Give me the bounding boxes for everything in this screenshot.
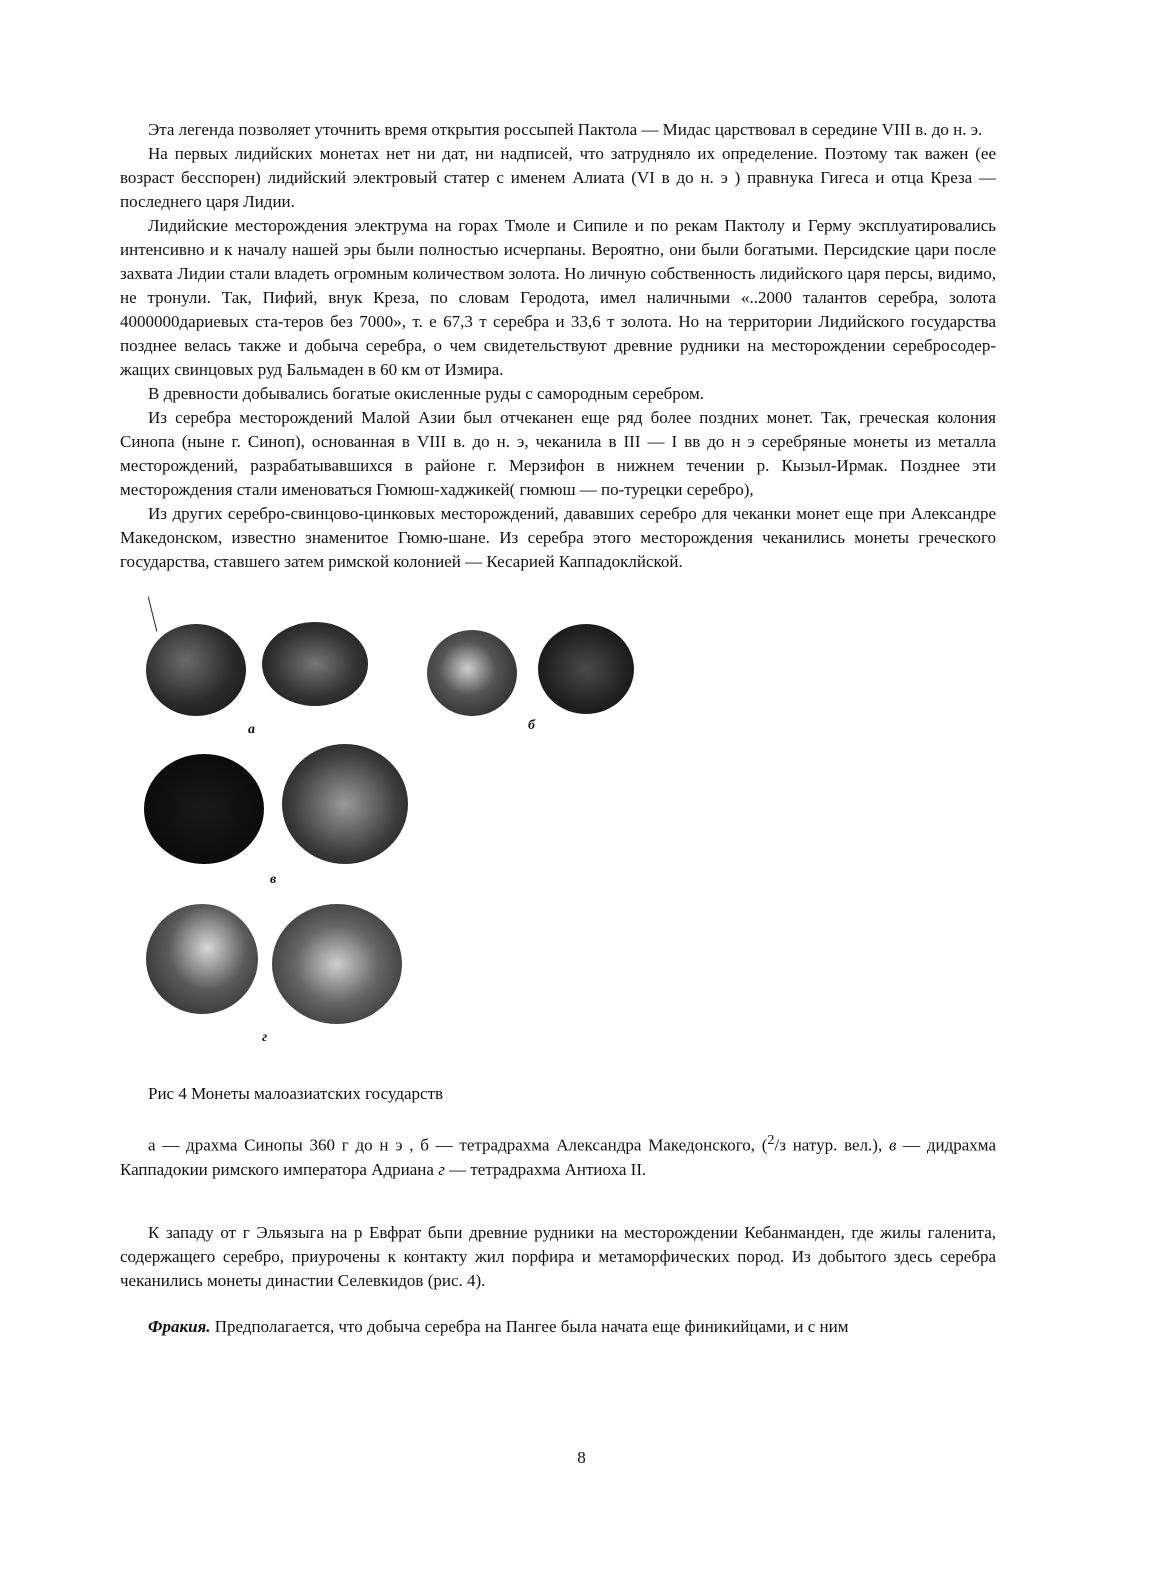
legend-text-4: — тетрадрахма Антиоха II. (444, 1159, 647, 1179)
legend-v: в (888, 1135, 897, 1155)
legend-g: г (438, 1159, 445, 1179)
coin-g-reverse (272, 904, 402, 1024)
paragraph-thrace (120, 1315, 996, 1339)
paragraph-kebanmanden: К западу от г Эльязыга на р Евфрат бьпи древние рудники на месторождении Кебанманден, где жилы галенита, содержащего серебро, приурочены к контакту жил порфира и метаморфических пород. Из добытого здесь серебра чеканились монеты династии Селевкидов (рис. 4). (120, 1222, 996, 1290)
coin-b-obverse (427, 630, 517, 716)
coin-v-obverse (144, 754, 264, 864)
figure-legend (120, 1128, 996, 1182)
figure-label-g: г (262, 1030, 268, 1045)
coin-a-reverse (262, 622, 368, 706)
figure-label-a: а (248, 722, 255, 737)
page-body (120, 118, 996, 1339)
paragraph-1: Эта легенда позволяет уточнить время открытия россыпей Пактола — Мидас царствовал в середине VIII в. до н. э. (148, 120, 983, 139)
paragraph-4: В древности добывались богатые окисленные руды с самородным серебром. (148, 384, 704, 403)
page-number: 8 (577, 1448, 586, 1467)
legend-text-2: /з натур. вел.), (774, 1135, 889, 1155)
coins-figure (142, 594, 642, 1074)
coin-v-reverse (282, 744, 408, 864)
legend-text-3: — дидрахма Каппадокии римского императора Адриана (120, 1135, 996, 1179)
paragraph-3: Лидийские месторождения электрума на горах Тмоле и Сипиле и по рекам Пактолу и Герму эксплуатировались интенсивно и к началу нашей эры были полностью исчерпаны. Вероятно, они были богатыми. Персидские цари после захвата Лидии стали владеть огромным количеством золота. Но личную собственность лидийского царя персы, видимо, не тронули. Так, Пифий, внук Креза, по словам Геродота, имел наличными «..2000 талантов серебра, золота 4000000дариевых ста-теров без 7000», т. е 67,3 т серебра и 33,6 т золота. Но на территории Лидийского государства позднее велась также и добыча серебра, о чем свидетельствуют древние рудники на месторождении серебросодер-жащих свинцовых руд Бальмаден в 60 км от Измира. (120, 216, 996, 379)
paragraph-5: Из серебра месторождений Малой Азии был отчеканен еще ряд более поздних монет. Так, греческая колония Синопа (ныне г. Синоп), основанная в VIII в. до н. э, чеканила в III — I вв до н э серебряные монеты из металла месторождений, разрабатывавшихся в районе г. Мерзифон в нижнем течении р. Кызыл-Ирмак. Позднее эти месторождения стали именоваться Гюмюш-хаджикей( гюмюш — по-турецки серебро), (120, 408, 996, 499)
coin-a-obverse (146, 624, 246, 716)
coin-g-obverse (146, 904, 258, 1014)
legend-sup: 2 (767, 1132, 775, 1148)
coin-b-reverse (538, 624, 634, 714)
figure-caption: Рис 4 Монеты малоазиатских государств (148, 1084, 444, 1103)
figure-label-b: б (528, 718, 535, 733)
section-heading-thrace: Фракия. (148, 1316, 211, 1336)
paragraph-2: На первых лидийских монетах нет ни дат, ни надписей, что затрудняло их определение. Поэтому так важен (ее возраст бесспорен) лидийский электровый статер с именем Алиата (VI в до н. э ) правнука Гигеса и отца Креза — последнего царя Лидии. (120, 144, 996, 211)
figure-label-v: в (270, 872, 277, 887)
thrace-text: Предполагается, что добыча серебра на Пангее была начата еще финикийцами, и с ним (210, 1316, 849, 1336)
legend-text-1: а — драхма Синопы 360 г до н э , б — тетрадрахма Александра Македонского, ( (148, 1135, 768, 1155)
scan-mark (148, 596, 158, 631)
paragraph-6: Из других серебро-свинцово-цинковых месторождений, дававших серебро для чеканки монет еще при Александре Македонском, известно знаменитое Гюмю-шане. Из серебра этого месторождения чеканились монеты греческого государства, ставшего затем римской колонией — Кесарией Каппадоклйской. (120, 504, 996, 571)
